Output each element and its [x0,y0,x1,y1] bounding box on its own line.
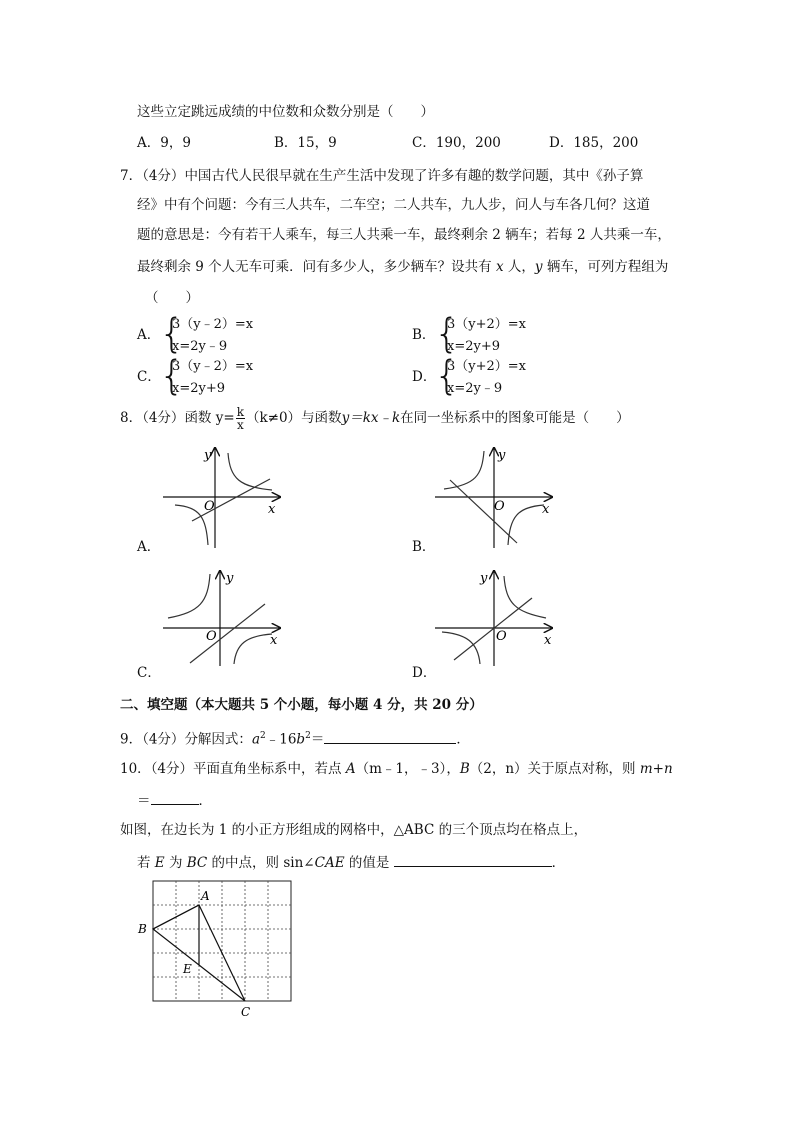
svg-text:y: y [480,571,488,586]
q8-graph-c-label: C． [137,665,161,681]
svg-text:y: y [204,448,212,463]
q10-line2: ＝ ． [137,790,212,810]
q11-answer-blank[interactable] [394,852,552,867]
q8-graph-c [160,568,285,668]
q6-option-b: B．15，9 [274,135,337,151]
section-2-title: 二、填空题（本大题共 5 个小题，每小题 4 分，共 20 分） [120,697,483,713]
q8-graph-d [432,568,557,668]
q8-stem: 8．（4分）函数 y= $\frac{k}{x}$ （k≠0）与函数y＝kx﹣k在同一坐标系中的图象可能是（ ） [120,405,630,432]
q8-graph-b-label: B． [412,539,436,555]
q8-graph-a [160,445,285,550]
svg-text:x: x [542,502,550,517]
q8-fraction: $\frac{k}{x}$ [236,405,244,432]
q8-graph-d-label: D． [412,665,437,681]
svg-text:y: y [498,448,506,463]
q6-option-a: A．9，9 [137,135,191,151]
q6-option-d: D．185，200 [549,135,639,151]
q7-line3: 题的意思是：今有若干人乘车，每三人共乘一车，最终剩余 2 辆车；若每 2 人共乘一车， [137,227,671,243]
svg-text:x: x [268,502,276,517]
svg-text:B: B [138,922,147,936]
q7-line1: 7．（4分）中国古代人民很早就在生产生活中发现了许多有趣的数学问题，其中《孙子算 [120,168,644,184]
q11-grid-figure [135,875,300,1020]
svg-text:O: O [496,629,507,644]
q11-line2: 若 E 为 BC 的中点，则 sin∠CAE 的值是 ． [137,852,565,872]
svg-text:x: x [544,633,552,648]
svg-text:O: O [206,629,217,644]
q9-answer-blank[interactable] [324,729,456,744]
q7-line4: 最终剩余 9 个人无车可乘．问有多少人，多少辆车？设共有 x 人，y 辆车，可列方程组为 [137,259,669,275]
q8-graph-b [432,445,557,550]
svg-text:x: x [270,633,278,648]
svg-text:C: C [241,1005,251,1019]
q6-option-c: C．190，200 [412,135,501,151]
q11-line1: 如图，在边长为 1 的小正方形组成的网格中，△ABC 的三个顶点均在格点上， [120,822,588,838]
q6-stem: 这些立定跳远成绩的中位数和众数分别是（ ） [137,104,434,120]
q9: 9．（4分）分解因式：$a^2﹣16b^2=$ ． [120,727,470,749]
q7-answer-paren: （ ） [145,290,199,306]
q10-line1: 10．（4分）平面直角坐标系中，若点 A（m﹣1，﹣3），B（2，n）关于原点对称，则 m+n [120,761,673,777]
svg-text:E: E [183,962,192,976]
svg-text:O: O [204,499,215,514]
q7-line2: 经》中有个问题：今有三人共车，二车空；二人共车，九人步，问人与车各几何？这道 [137,197,650,213]
svg-text:y: y [226,571,234,586]
q10-answer-blank[interactable] [151,790,199,805]
q8-graph-a-label: A． [137,539,161,555]
svg-text:O: O [494,499,505,514]
svg-text:A: A [201,889,210,903]
